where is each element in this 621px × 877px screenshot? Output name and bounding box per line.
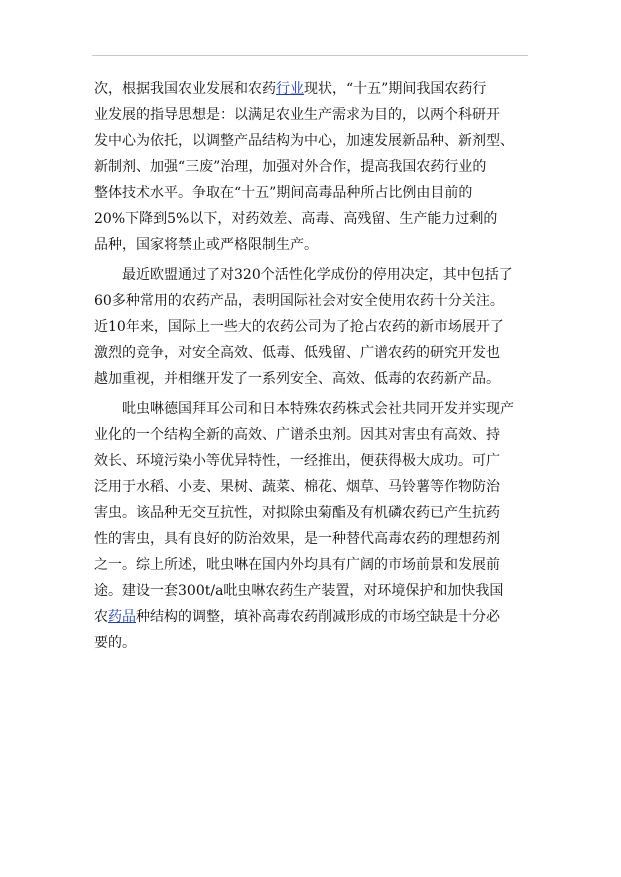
text-line: 新制剂、加强“三废”治理，加强对外合作，提高我国农药行业的	[94, 159, 487, 175]
text-line: 业化的一个结构全新的高效、广谱杀虫剂。因其对害虫有高效、持	[94, 427, 500, 443]
paragraph-2	[94, 262, 530, 392]
text-line: 性的害虫，具有良好的防治效果，是一种替代高毒农药的理想药剂	[94, 531, 500, 547]
link-yaopin[interactable]: 药品	[108, 609, 136, 625]
text-line	[94, 604, 530, 630]
text-line: 途。建设一套300t/a吡虫啉农药生产装置，对环境保护和加快我国	[94, 583, 504, 599]
text-line: 品种，国家将禁止或严格限制生产。	[94, 237, 318, 253]
header-rule	[92, 55, 528, 56]
text-line: 激烈的竞争，对安全高效、低毒、低残留、广谱农药的研究开发也	[94, 345, 500, 361]
paragraph-3	[94, 396, 530, 656]
text-line: 近10年来，国际上一些大的农药公司为了抢占农药的新市场展开了	[94, 319, 504, 335]
text-span: 种结构的调整，填补高毒农药削减形成的市场空缺是十分必	[136, 609, 500, 625]
text-line	[94, 76, 530, 102]
text-line: 要的。	[94, 635, 136, 651]
text-line: 整体技术水平。争取在“十五”期间高毒品种所占比例由目前的	[94, 185, 473, 201]
text-span: 农	[94, 609, 108, 625]
text-line: 泛用于水稻、小麦、果树、蔬菜、棉花、烟草、马铃薯等作物防治	[94, 479, 500, 495]
text-line: 效长、环境污染小等优异特性，一经推出，便获得极大成功。可广	[94, 453, 500, 469]
text-span: 次，根据我国农业发展和农药	[94, 81, 276, 97]
text-line: 吡虫啉德国拜耳公司和日本特殊农药株式会社共同开发并实现产	[122, 401, 514, 417]
text-line: 发中心为依托，以调整产品结构为中心，加速发展新品种、新剂型、	[94, 133, 514, 149]
paragraph-1	[94, 76, 530, 258]
document-body	[94, 76, 530, 656]
text-line: 20%下降到5%以下，对药效差、高毒、高残留、生产能力过剩的	[94, 211, 498, 227]
text-line: 之一。综上所述，吡虫啉在国内外均具有广阔的市场前景和发展前	[94, 557, 500, 573]
text-line: 越加重视，并相继开发了一系列安全、高效、低毒的农药新产品。	[94, 371, 500, 387]
text-span: 现状，“十五”期间我国农药行	[304, 81, 487, 97]
text-line: 60多种常用的农药产品，表明国际社会对安全使用农药十分关注。	[94, 293, 504, 309]
link-hangye[interactable]: 行业	[276, 81, 304, 97]
text-line: 最近欧盟通过了对320个活性化学成份的停用决定，其中包括了	[122, 267, 513, 283]
text-line: 害虫。该品种无交互抗性，对拟除虫菊酯及有机磷农药已产生抗药	[94, 505, 500, 521]
text-line: 业发展的指导思想是：以满足农业生产需求为目的，以两个科研开	[94, 107, 500, 123]
